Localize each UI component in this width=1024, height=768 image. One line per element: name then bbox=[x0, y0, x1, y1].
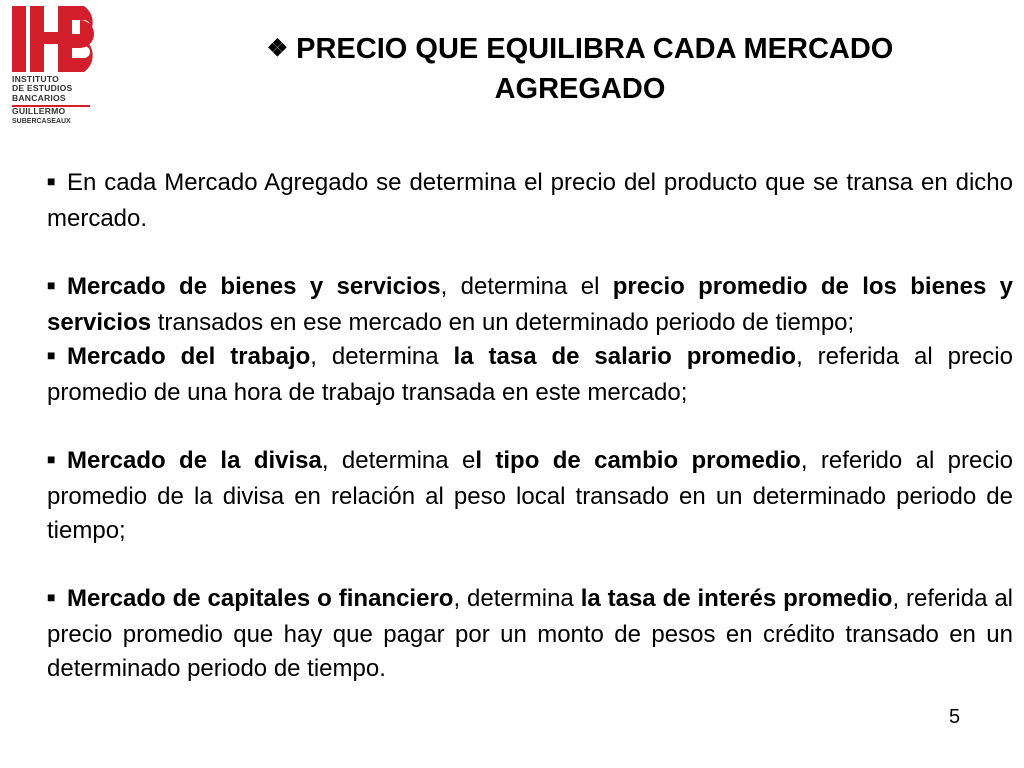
logo-line-3: BANCARIOS bbox=[12, 92, 66, 103]
body-text: , determina el bbox=[440, 273, 613, 300]
bullet-capital bbox=[47, 582, 1013, 686]
square-bullet-icon: ■ bbox=[47, 347, 56, 363]
bullet-intro bbox=[47, 166, 1013, 236]
institute-logo-mark bbox=[12, 6, 98, 72]
body-text: transados en ese mercado en un determinado periodo de tiempo; bbox=[151, 309, 855, 336]
bold-term: Mercado de bienes y servicios bbox=[67, 273, 441, 300]
institute-name bbox=[12, 75, 104, 126]
logo-line-2: DE ESTUDIOS bbox=[12, 83, 73, 94]
logo-line-5: SUBERCASEAUX bbox=[12, 117, 71, 125]
bold-term: Mercado de capitales o financiero bbox=[67, 585, 454, 612]
slide-title bbox=[200, 30, 960, 108]
bold-term: Mercado del trabajo bbox=[67, 343, 311, 370]
slide-title-text-1: PRECIO QUE EQUILIBRA CADA MERCADO bbox=[296, 33, 894, 65]
diamond-bullet-icon: ❖ bbox=[266, 35, 289, 62]
body-text: , referida al precio promedio que hay que pagar por un monto de pesos en crédito transado en un determinado periodo de tiempo. bbox=[47, 585, 1014, 682]
slide-title-line-1 bbox=[200, 30, 960, 70]
square-bullet-icon: ■ bbox=[47, 451, 56, 467]
slide-title-line-2: AGREGADO bbox=[494, 73, 666, 105]
body-text: , referida al precio promedio de una hora de trabajo transada en este mercado; bbox=[47, 343, 1013, 406]
body-text: , determina bbox=[453, 585, 581, 612]
square-bullet-icon: ■ bbox=[47, 277, 56, 293]
institute-logo bbox=[12, 6, 104, 134]
body-text: , determina bbox=[310, 343, 454, 370]
body-text: , determina e bbox=[321, 447, 476, 474]
square-bullet-icon: ■ bbox=[47, 173, 56, 189]
logo-line-4: GUILLERMO bbox=[12, 106, 66, 117]
square-bullet-icon: ■ bbox=[47, 589, 56, 605]
bold-term: la tasa de salario promedio bbox=[453, 343, 797, 370]
spacer bbox=[47, 236, 1013, 270]
logo-line-1: INSTITUTO bbox=[12, 74, 59, 84]
spacer bbox=[47, 548, 1013, 582]
spacer bbox=[47, 410, 1013, 444]
slide-body bbox=[47, 166, 1013, 686]
bullet-intro-text: En cada Mercado Agregado se determina el precio del producto que se transa en dicho mercado. bbox=[47, 169, 1013, 232]
bold-term: l tipo de cambio promedio bbox=[475, 447, 801, 474]
bullet-labor bbox=[47, 340, 1013, 410]
bullet-currency bbox=[47, 444, 1013, 548]
body-text: , referido al precio promedio de la divisa en relación al peso local transado en un determinado periodo de tiempo; bbox=[47, 447, 1014, 544]
bold-term: la tasa de interés promedio bbox=[580, 585, 893, 612]
bullet-goods-services bbox=[47, 270, 1013, 340]
bold-term: precio promedio de los bienes y servicios bbox=[47, 273, 1013, 336]
page-number: 5 bbox=[949, 706, 961, 728]
bold-term: Mercado de la divisa bbox=[67, 447, 322, 474]
